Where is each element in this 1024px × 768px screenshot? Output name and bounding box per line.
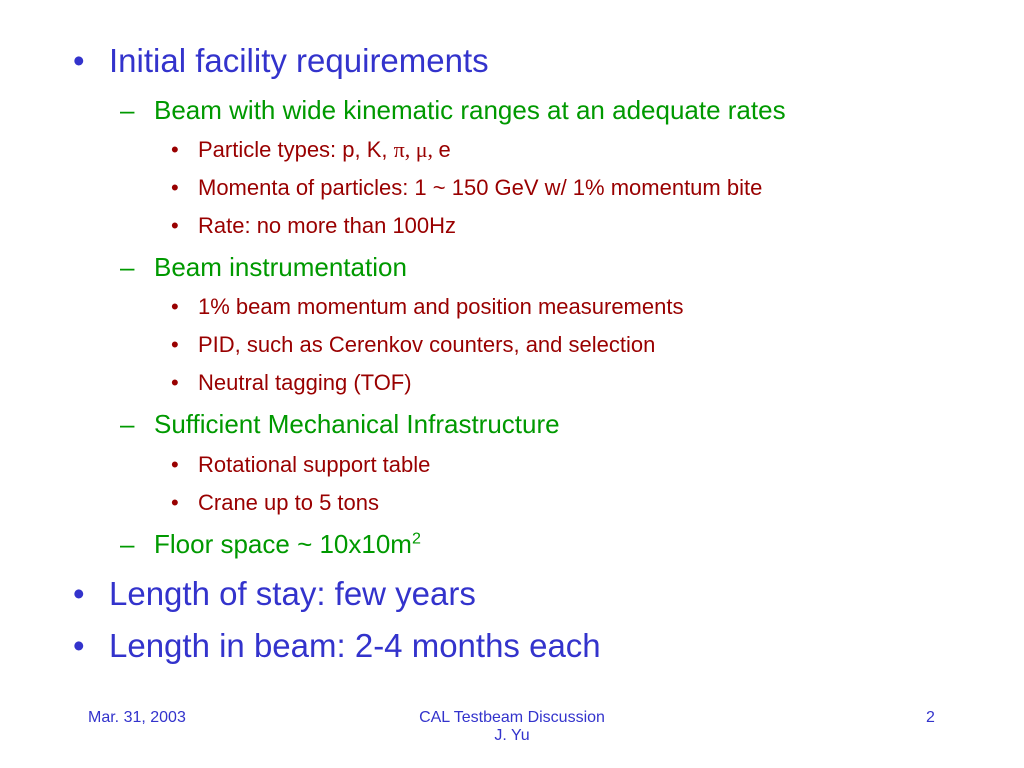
bullet-text: Length in beam: 2-4 months each <box>109 627 601 664</box>
bullet-text-suffix: e <box>438 137 451 162</box>
bullet-text: Neutral tagging (TOF) <box>198 370 412 395</box>
bullet-text: Length of stay: few years <box>109 575 476 612</box>
footer-title-line2: J. Yu <box>494 727 530 744</box>
bullet-dot: • <box>171 370 179 395</box>
sub-sub-bullet-momenta <box>171 175 763 201</box>
footer-title <box>0 709 1024 745</box>
bullet-dot: • <box>171 137 179 162</box>
bullet-dash: – <box>120 409 135 439</box>
footer-date: Mar. 31, 2003 <box>88 709 186 726</box>
bullet-text: PID, such as Cerenkov counters, and selection <box>198 332 656 357</box>
bullet-dash: – <box>120 529 135 559</box>
bullet-dot: • <box>73 42 85 79</box>
bullet-text: Sufficient Mechanical Infrastructure <box>154 409 560 439</box>
footer-title-line1: CAL Testbeam Discussion <box>419 709 605 726</box>
bullet-dot: • <box>171 213 179 238</box>
bullet-dash: – <box>120 95 135 125</box>
bullet-dot: • <box>171 452 179 477</box>
sub-bullet-beam-kinematic <box>120 95 786 126</box>
sub-sub-bullet-particle-types <box>171 137 451 163</box>
sub-sub-bullet-rotational-table <box>171 452 431 478</box>
bullet-text-prefix: Particle types: p, K, <box>198 137 394 162</box>
bullet-text: Initial facility requirements <box>109 42 489 79</box>
bullet-dot: • <box>171 490 179 515</box>
sub-bullet-mechanical <box>120 409 560 440</box>
bullet-text: Momenta of particles: 1 ~ 150 GeV w/ 1% momentum bite <box>198 175 763 200</box>
bullet-dot: • <box>171 294 179 319</box>
bullet-dot: • <box>73 575 85 612</box>
bullet-length-in-beam <box>73 627 601 665</box>
bullet-dot: • <box>171 175 179 200</box>
sub-sub-bullet-momentum-position <box>171 294 684 320</box>
superscript: 2 <box>411 529 421 548</box>
bullet-text: Beam instrumentation <box>154 252 407 282</box>
bullet-dash: – <box>120 252 135 282</box>
sub-sub-bullet-crane <box>171 490 380 516</box>
sub-sub-bullet-neutral-tagging <box>171 370 412 396</box>
bullet-text: Beam with wide kinematic ranges at an adequate rates <box>154 95 786 125</box>
sub-sub-bullet-pid <box>171 332 656 358</box>
bullet-text: Rotational support table <box>198 452 431 477</box>
bullet-initial-facility <box>73 42 489 80</box>
footer-page-number: 2 <box>926 709 935 726</box>
bullet-text: Crane up to 5 tons <box>198 490 380 515</box>
bullet-text: Floor space ~ 10x10m <box>154 529 412 559</box>
bullet-length-of-stay <box>73 575 476 613</box>
bullet-text: 1% beam momentum and position measurements <box>198 294 684 319</box>
sub-bullet-beam-instrumentation <box>120 252 407 283</box>
bullet-dot: • <box>73 627 85 664</box>
bullet-dot: • <box>171 332 179 357</box>
greek-symbols: π, μ, <box>393 137 439 162</box>
sub-sub-bullet-rate <box>171 213 457 239</box>
bullet-text: Rate: no more than 100Hz <box>198 213 457 238</box>
sub-bullet-floor-space <box>120 529 421 560</box>
